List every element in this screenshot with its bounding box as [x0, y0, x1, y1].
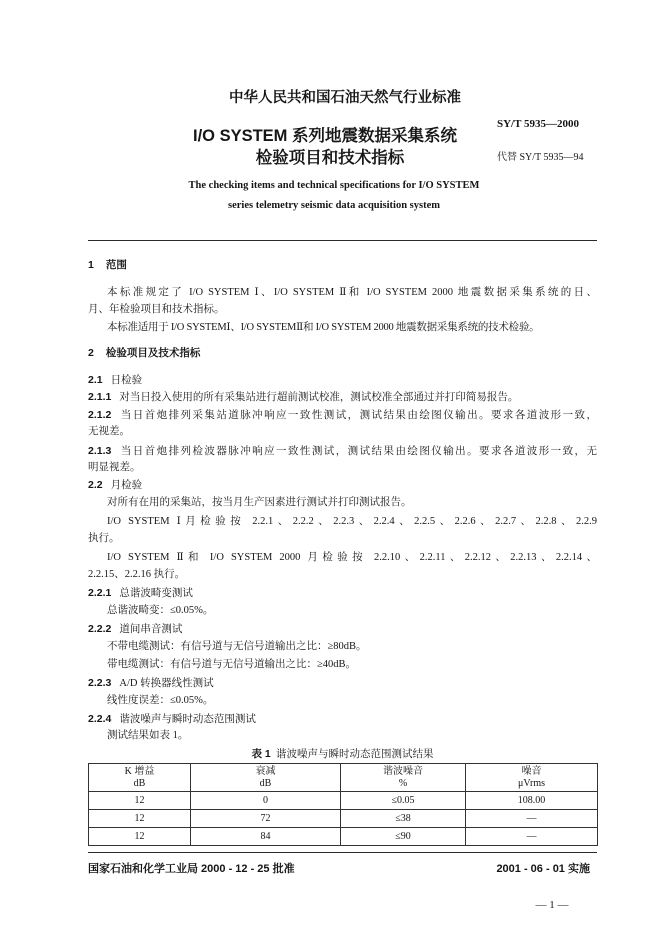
issuer-title: 中华人民共和国石油天然气行业标准 [229, 90, 461, 106]
clause-text: 当日首炮排列采集站道脉冲响应一致性测试，测试结果由绘图仪输出。要求各道波形一致， [119, 410, 597, 421]
header-unit: dB [259, 777, 272, 789]
header-unit: μVrms [518, 777, 545, 789]
footer-divider [88, 852, 597, 853]
clause-title: 日检验 [110, 375, 143, 386]
clause-2-2-4-text: 测试结果如表 1。 [107, 730, 189, 741]
section-number: 2 [88, 347, 94, 359]
clause-2-2-paragraph-1: 对所有在用的采集站，按当月生产因素进行测试并打印测试报告。 [107, 497, 412, 508]
table-header-cell [89, 764, 191, 792]
clause-title: 谐波噪声与瞬时动态范围测试 [119, 714, 256, 725]
section-title: 检验项目及技术指标 [105, 347, 201, 359]
table-row [89, 792, 598, 810]
clause-number: 2.2.3 [88, 677, 112, 689]
clause-title: 总谐波畸变测试 [119, 588, 193, 599]
clause-number: 2.2.2 [88, 623, 112, 635]
table-header-cell [341, 764, 466, 792]
section-1-heading [88, 258, 127, 272]
clause-2-2-1-text: 总谐波畸变：≤0.05%。 [107, 605, 214, 616]
effective-date: 2001 - 06 - 01 实施 [496, 863, 590, 875]
clause-number: 2.2.1 [88, 587, 112, 599]
table-caption-title: 谐波噪声与瞬时动态范围测试结果 [276, 749, 434, 760]
table-cell: 72 [191, 810, 341, 828]
table-header-row [89, 764, 598, 792]
clause-2-2-1-heading [88, 586, 193, 600]
clause-2-1-3-line-1 [88, 444, 597, 458]
clause-title: 月检验 [110, 480, 143, 491]
clause-2-2-2-text-2: 带电缆测试：有信号道与无信号道输出之比：≥40dB。 [107, 659, 357, 670]
table-cell: ≤38 [341, 810, 466, 828]
table-cell: 0 [191, 792, 341, 810]
table-cell: — [466, 810, 598, 828]
table-cell: 12 [89, 828, 191, 846]
approval-line: 国家石油和化学工业局 2000 - 12 - 25 批准 [88, 863, 295, 875]
clause-text: 对当日投入使用的所有采集站进行超前测试校准，测试校准全部通过并打印简易报告。 [119, 392, 519, 403]
table-cell: 12 [89, 810, 191, 828]
page-number: — 1 — [535, 899, 569, 911]
table-1-caption [88, 747, 597, 762]
clause-2-2-paragraph-2-line-2: 执行。 [88, 533, 120, 544]
table-cell: 84 [191, 828, 341, 846]
clause-number: 2.1.3 [88, 445, 112, 457]
table-row [89, 810, 598, 828]
section-number: 1 [88, 259, 94, 271]
clause-title: A/D 转换器线性测试 [119, 678, 214, 689]
header-name: 谐波噪音 [383, 765, 423, 777]
table-cell: ≤90 [341, 828, 466, 846]
header-unit: dB [133, 777, 146, 789]
clause-2-2-paragraph-3-line-1: I/O SYSTEM Ⅱ和 I/O SYSTEM 2000 月检验按 2.2.10、2.2.11、2.2.12、2.2.13、2.2.14、 [107, 552, 597, 563]
english-title-line-2: series telemetry seismic data acquisition system [228, 200, 440, 211]
clause-2-1-2-line-1 [88, 408, 597, 422]
english-title-line-1: The checking items and technical specifications for I/O SYSTEM [188, 180, 480, 191]
table-cell: 12 [89, 792, 191, 810]
clause-2-1-heading [88, 373, 142, 387]
table-header-cell [191, 764, 341, 792]
clause-2-1-1 [88, 390, 518, 404]
table-cell: 108.00 [466, 792, 598, 810]
clause-number: 2.1 [88, 374, 103, 386]
header-divider [88, 240, 597, 241]
clause-2-2-paragraph-3-line-2: 2.2.15、2.2.16 执行。 [88, 569, 186, 580]
clause-2-1-3-line-2: 明显视差。 [88, 462, 141, 473]
header-name: 噪音 [521, 765, 542, 777]
clause-2-2-3-heading [88, 676, 214, 690]
clause-2-2-heading [88, 478, 142, 492]
clause-number: 2.2 [88, 479, 103, 491]
document-title-line-2: 检验项目和技术指标 [255, 149, 405, 167]
section-1-paragraph-2: 本标准适用于 I/O SYSTEMⅠ、I/O SYSTEMⅡ和 I/O SYSTEM 2000 地震数据采集系统的技术检验。 [107, 322, 540, 333]
section-1-paragraph-1-line-2: 月、年检验项目和技术指标。 [88, 304, 225, 315]
document-title-line-1: I/O SYSTEM 系列地震数据采集系统 [192, 127, 458, 145]
clause-number: 2.2.4 [88, 713, 112, 725]
clause-2-2-paragraph-2-line-1: I/O SYSTEM Ⅰ月检验按 2.2.1、2.2.2、2.2.3、2.2.4、2.2.5、2.2.6、2.2.7、2.2.8、2.2.9 [107, 516, 597, 527]
header-name: K 增益 [124, 765, 155, 777]
standard-code: SY/T 5935—2000 [497, 118, 580, 130]
clause-2-2-3-text: 线性度误差：≤0.05%。 [107, 695, 214, 706]
clause-2-2-2-text-1: 不带电缆测试：有信号道与无信号道输出之比：≥80dB。 [107, 641, 367, 652]
table-row [89, 828, 598, 846]
section-2-heading [88, 346, 200, 360]
table-cell: — [466, 828, 598, 846]
header-name: 衰减 [255, 765, 276, 777]
replaces-standard: 代替 SY/T 5935—94 [497, 152, 584, 163]
section-1-paragraph-1-line-1: 本标准规定了 I/O SYSTEM Ⅰ、I/O SYSTEM Ⅱ和 I/O SYSTEM 2000 地震数据采集系统的日、 [107, 287, 597, 298]
header-unit: % [398, 777, 408, 789]
clause-title: 道间串音测试 [119, 624, 183, 635]
clause-2-1-2-line-2: 无视差。 [88, 426, 130, 437]
clause-2-2-2-heading [88, 622, 182, 636]
section-title: 范围 [105, 259, 127, 271]
table-1 [88, 763, 598, 846]
clause-text: 当日首炮排列检波器脉冲响应一致性测试，测试结果由绘图仪输出。要求各道波形一致，无 [119, 446, 597, 457]
clause-number: 2.1.1 [88, 391, 112, 403]
clause-2-2-4-heading [88, 712, 256, 726]
clause-number: 2.1.2 [88, 409, 112, 421]
table-caption-number: 表 1 [251, 748, 271, 760]
table-header-cell [466, 764, 598, 792]
table-cell: ≤0.05 [341, 792, 466, 810]
